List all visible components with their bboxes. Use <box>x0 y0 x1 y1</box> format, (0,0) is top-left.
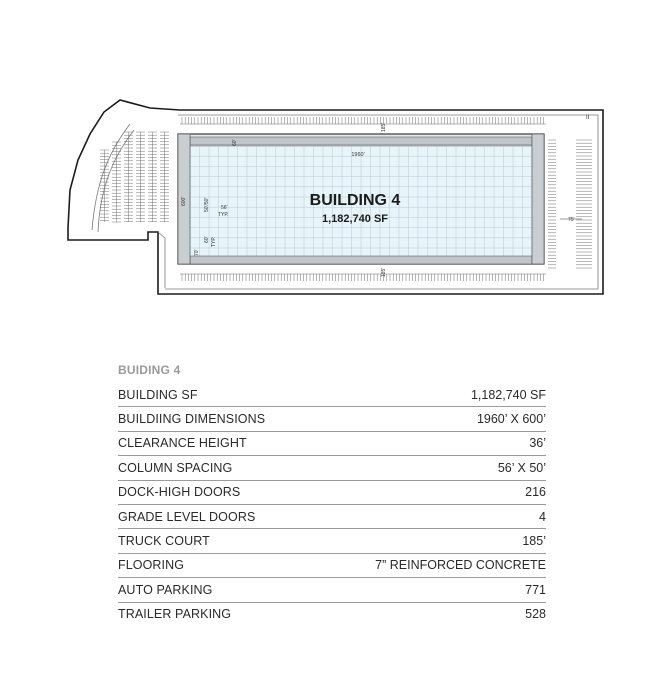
spec-table-title: BUIDING 4 <box>118 363 181 377</box>
dim-col-typ: 56' <box>221 205 228 211</box>
dock-strip-bottom <box>190 256 532 264</box>
dim-right: 75' <box>568 217 575 223</box>
dim-length: 1960' <box>351 152 365 158</box>
dim-typ-1: TYP. <box>218 212 229 218</box>
left-parking-area <box>100 132 169 222</box>
spec-value: 4 <box>539 509 546 524</box>
spec-rows <box>118 383 546 626</box>
spec-label: TRAILER PARKING <box>118 607 232 622</box>
dock-strip-top <box>190 137 532 145</box>
spec-row <box>118 603 546 626</box>
dim-col-spacing: 50'/50' <box>204 197 210 212</box>
spec-value: 771 <box>525 582 546 597</box>
spec-row <box>118 432 546 456</box>
spec-label: GRADE LEVEL DOORS <box>118 509 256 524</box>
spec-label: AUTO PARKING <box>118 582 213 597</box>
spec-value: 185’ <box>522 534 546 549</box>
site-plan <box>0 0 671 330</box>
spec-row <box>118 456 546 480</box>
spec-row <box>118 383 546 407</box>
dim-bay-bottom-2: 60' <box>204 236 210 243</box>
spec-label: BUILDIING DIMENSIONS <box>118 412 266 427</box>
spec-label: COLUMN SPACING <box>118 460 233 475</box>
dim-bay-top: 60' <box>232 139 238 146</box>
spec-row <box>118 554 546 578</box>
spec-label: DOCK-HIGH DOORS <box>118 485 241 500</box>
spec-table <box>118 363 546 626</box>
spec-value: 1960’ X 600’ <box>476 412 546 427</box>
spec-label: FLOORING <box>118 558 185 573</box>
end-block-right <box>532 134 544 264</box>
spec-row <box>118 505 546 529</box>
building-title: BUILDING 4 <box>309 192 401 209</box>
spec-label: CLEARANCE HEIGHT <box>118 436 247 451</box>
spec-row <box>118 578 546 602</box>
spec-value: 216 <box>525 485 546 500</box>
spec-value: 7” REINFORCED CONCRETE <box>375 558 546 573</box>
dim-truck-bottom: 185' <box>381 267 387 277</box>
dim-bay-bottom: 70' <box>194 249 200 256</box>
spec-value: 56’ X 50’ <box>497 460 546 475</box>
spec-row <box>118 529 546 553</box>
spec-row <box>118 407 546 431</box>
spec-value: 528 <box>525 607 546 622</box>
spec-label: BUILDING SF <box>118 387 198 402</box>
dim-width: 600' <box>181 196 187 206</box>
trailer-stalls-top <box>180 117 546 124</box>
building-area: 1,182,740 SF <box>321 213 389 225</box>
spec-value: 36’ <box>529 436 546 451</box>
dim-truck-top: 185' <box>381 122 387 132</box>
spec-label: TRUCK COURT <box>118 534 210 549</box>
north-marker: II <box>586 115 590 121</box>
trailer-stalls-bottom <box>180 274 546 281</box>
right-parking-area <box>548 140 592 268</box>
spec-value: 1,182,740 SF <box>470 387 546 402</box>
dim-typ-2: TYP. <box>211 236 217 247</box>
spec-row <box>118 481 546 505</box>
